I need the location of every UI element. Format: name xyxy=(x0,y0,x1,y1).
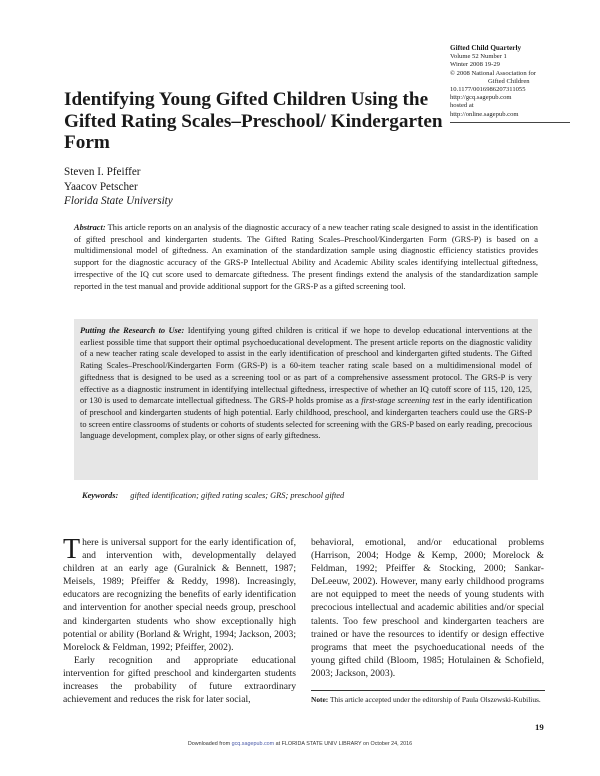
journal-issue: Winter 2008 19-29 xyxy=(450,61,500,69)
body-paragraph: Early recognition and appropriate educational intervention for gifted preschool and kindergarten students increases the probability of future extraordinary achievement and reduces the risk for later social, xyxy=(63,654,296,706)
journal-url[interactable]: http://gcq.sagepub.com xyxy=(450,94,512,102)
author-name: Steven I. Pfeiffer xyxy=(64,166,141,178)
journal-volume: Volume 52 Number 1 xyxy=(450,53,507,61)
author-block xyxy=(64,165,173,209)
journal-name: Gifted Child Quarterly xyxy=(450,44,522,52)
page-number: 19 xyxy=(535,722,544,732)
body-column-right xyxy=(311,536,544,680)
research-to-use-label: Putting the Research to Use: xyxy=(80,326,185,335)
keywords xyxy=(82,490,344,501)
keywords-label: Keywords: xyxy=(82,491,119,500)
journal-hosted: hosted at xyxy=(450,102,474,110)
note-text: This article accepted under the editorship of Paula Olszewski-Kubilius. xyxy=(329,695,541,704)
journal-copyright: © 2008 National Association for xyxy=(450,69,536,77)
journal-copyright-org: Gifted Children xyxy=(488,77,530,85)
article-title: Identifying Young Gifted Children Using the Gifted Rating Scales–Preschool/ Kindergarten Form xyxy=(64,89,443,153)
footer-link[interactable]: gcq.sagepub.com xyxy=(231,741,275,747)
author-affiliation: Florida State University xyxy=(64,195,173,207)
download-footer xyxy=(0,741,600,747)
note-label: Note: xyxy=(311,695,329,704)
journal-doi: 10.1177/0016986207311055 xyxy=(450,86,526,94)
body-paragraph: behavioral, emotional, and/or educational problems (Harrison, 2004; Hodge & Kemp, 2000; Morelock & Feldman, 1992; Pfeiffer & Stocking, 2000; Sankar-DeLeeuw, 2002). However, many early childhood programs are not equipped to meet the needs of young students with precocious intellectual and academic abilities and/or special talents. Too few preschool and kindergarten teachers are trained or have the resources to identify or design effective programs that meet the psychoeducational needs of the young gifted child (Bloom, 1985; Hotulainen & Schofield, 2003; Jackson, 2003). xyxy=(311,537,544,679)
research-to-use-emphasis: first-stage screening test xyxy=(361,396,445,406)
drop-cap: T xyxy=(63,534,81,565)
abstract-text: This article reports on an analysis of the diagnostic accuracy of a new teacher rating scale designed to assist in the identification of gifted preschool and kindergarten students. The Gifted Rating Scales–Preschool/Kindergarten Form (GRS-P) is based on a multidimensional model of giftedness. An examination of the standardization sample using diagnostic efficiency statistics provides support for the diagnostic accuracy of the GRS-P Intellectual Ability and Academic Ability scales identifying intellectual giftedness, irrespective of the IQ cut score used to demarcate giftedness. The present findings extend the analysis of the standardization sample reported in the test manual and provide additional support for the GRS-P as a gifted screening tool. xyxy=(74,223,538,291)
footer-prefix: Downloaded from xyxy=(187,741,231,747)
abstract xyxy=(74,222,538,292)
body-paragraph-text: here is universal support for the early identification of, and intervention with, developmentally delayed children at an early age (Guralnick & Bennett, 1987; Meisels, 1989; Pfeiffer & Reddy, 1998). Increasingly, educators are recognizing the benefits of early identification and intervention for another special needs group, preschool and kindergarten students who show exceptionally high potential or ability (Borland & Wright, 1994; Jackson, 2003; Morelock & Feldman, 1992; Pfeiffer, 2002). xyxy=(63,537,296,653)
article-note xyxy=(311,690,545,705)
research-to-use-text: Identifying young gifted children is critical if we hope to develop educational interventions at the earliest possible time that support their optimal psychoeducational development. The present article reports on the diagnostic validity of a new teacher rating scale developed to assist in the early identification of preschool and kindergarten gifted students. The Gifted Rating Scales–Preschool/Kindergarten Form (GRS-P) is a 60-item teacher rating scale based on a multidimensional model of giftedness that is designed to be used as a screening tool or as part of a comprehensive assessment protocol. The GRS-P is very effective as a diagnostic instrument in identifying intellectual giftedness, irrespective of whether an IQ cutoff score of 115, 120, 125, or 130 is used to demarcate intellectual giftedness. The GRS-P holds promise as a xyxy=(80,326,533,406)
abstract-label: Abstract: xyxy=(74,223,106,232)
journal-info xyxy=(450,44,570,123)
research-to-use-text-cont: in the early identification of preschool and kindergarten students of high potential. Early childhood, preschool, and kindergarten teachers could use the GRS-P to screen entire classrooms of students or cohorts of students selected for screening with the GRS-P based on early reading, precocious language development, complex play, or other signs of early giftedness. xyxy=(80,396,533,441)
footer-suffix: at FLORIDA STATE UNIV LIBRARY on October 24, 2016 xyxy=(275,741,413,747)
author-name: Yaacov Petscher xyxy=(64,180,138,193)
body-column-left xyxy=(63,536,296,706)
journal-hosted-url[interactable]: http://online.sagepub.com xyxy=(450,110,519,118)
research-to-use-box xyxy=(74,319,538,480)
keywords-list: gifted identification; gifted rating scales; GRS; preschool gifted xyxy=(130,491,345,500)
body-paragraph xyxy=(63,536,296,654)
